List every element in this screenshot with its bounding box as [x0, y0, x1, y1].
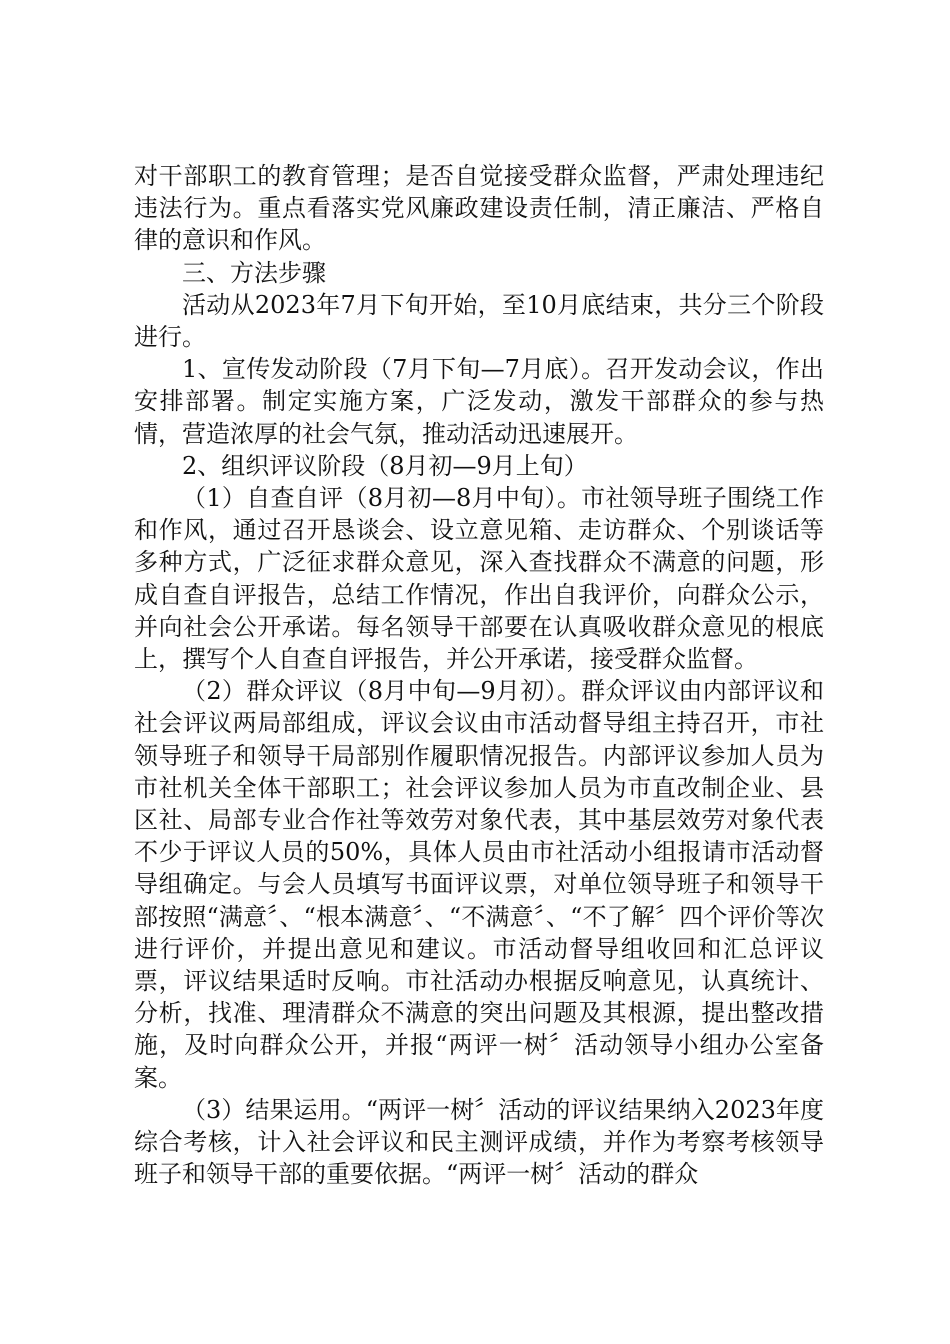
paragraph-schedule: 活动从2023年7月下旬开始，至10月底结束，共分三个阶段进行。	[134, 290, 824, 352]
document-body	[134, 160, 824, 1191]
section-heading-methods: 三、方法步骤	[182, 258, 326, 287]
paragraph-self-review: （1）自查自评（8月初—8月中旬）。市社领导班子围绕工作和作风，通过召开恳谈会、设立意见箱、走访群众、个别谈话等多种方式，广泛征求群众意见，深入查找群众不满意的问题，形成自查自评报告，总结工作情况，作出自我评价，向群众公示，并向社会公开承诺。每名领导干部要在认真吸收群众意见的根底上，撰写个人自查自评报告，并公开承诺，接受群众监督。	[134, 484, 824, 674]
paragraph-public-review: （2）群众评议（8月中旬—9月初）。群众评议由内部评议和社会评议两局部组成，评议会议由市活动督导组主持召开，市社领导班子和领导干局部别作履职情况报告。内部评议参加人员为市社机关全体干部职工；社会评议参加人员为市直改制企业、县区社、局部专业合作社等效劳对象代表，其中基层效劳对象代表不少于评议人员的50%，具体人员由市社活动小组报请市活动督导组确定。与会人员填写书面评议票，对单位领导班子和领导干部按照“满意〞、“根本满意〞、“不满意〞、“不了解〞四个评价等次进行评价，并提出意见和建议。市活动督导组收回和汇总评议票，评议结果适时反响。市社活动办根据反响意见，认真统计、分析，找准、理清群众不满意的突出问题及其根源，提出整改措施，及时向群众公开，并报“两评一树〞活动领导小组办公室备案。	[134, 677, 824, 1092]
paragraph-stage-1: 1、宣传发动阶段（7月下旬—7月底）。召开发动会议，作出安排部署。制定实施方案，广泛发动，激发干部群众的参与热情，营造浓厚的社会气氛，推动活动迅速展开。	[134, 355, 824, 448]
paragraph-stage-2: 2、组织评议阶段（8月初—9月上旬）	[182, 451, 588, 480]
paragraph-supervision: 对干部职工的教育管理；是否自觉接受群众监督，严肃处理违纪违法行为。重点看落实党风廉政建设责任制，清正廉洁、严格自律的意识和作风。	[134, 162, 824, 255]
paragraph-result-use: （3）结果运用。“两评一树〞活动的评议结果纳入2023年度综合考核，计入社会评议和民主测评成绩，并作为考察考核领导班子和领导干部的重要依据。“两评一树〞活动的群众	[134, 1095, 824, 1189]
